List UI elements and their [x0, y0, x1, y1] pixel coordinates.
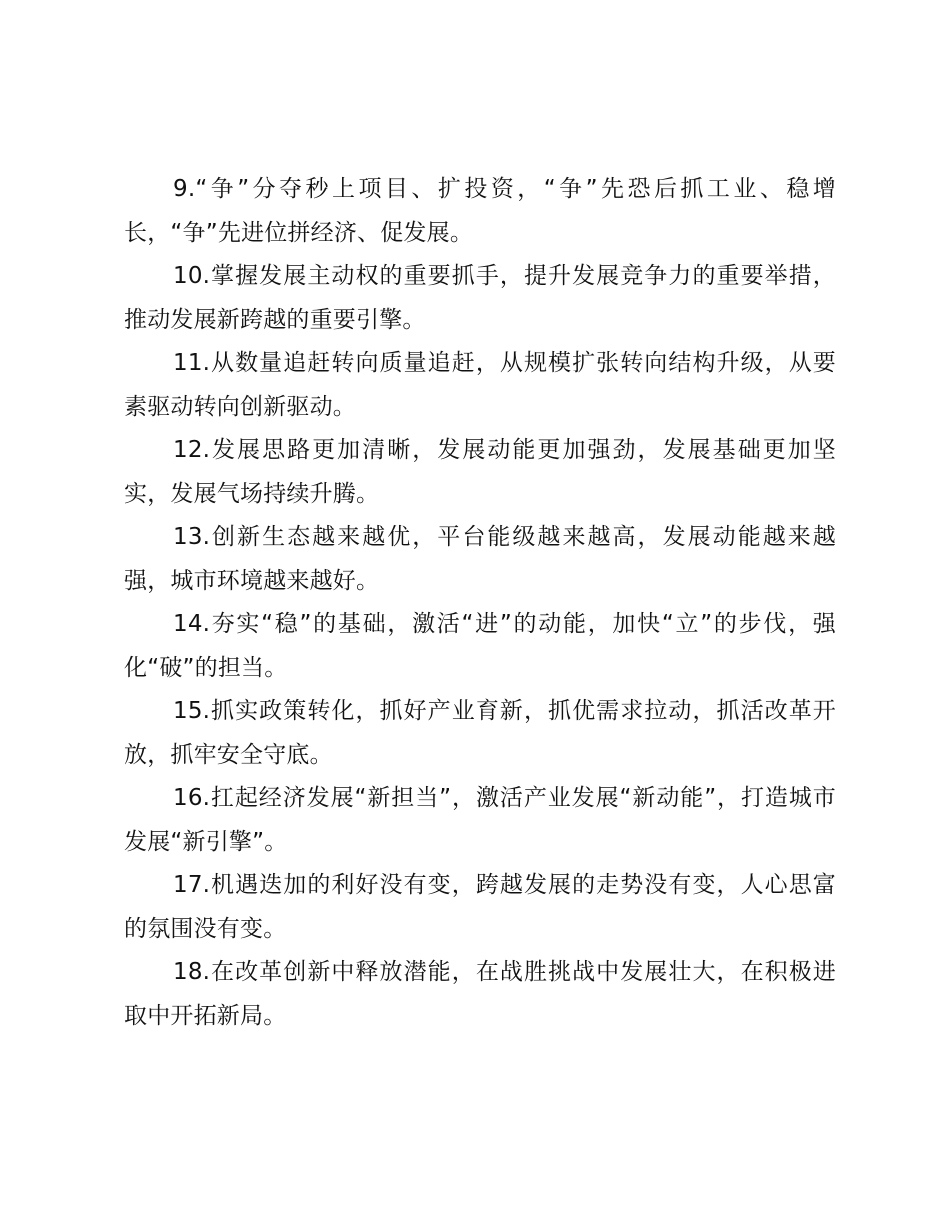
paragraph-15: 15.抓实政策转化，抓好产业育新，抓优需求拉动，抓活改革开放，抓牢安全守底。 [124, 698, 836, 768]
paragraph-14: 14.夯实“稳”的基础，激活“进”的动能，加快“立”的步伐，强化“破”的担当。 [124, 611, 836, 681]
paragraph-10: 10.掌握发展主动权的重要抓手，提升发展竞争力的重要举措，推动发展新跨越的重要引擎。 [124, 263, 836, 333]
paragraph-12: 12.发展思路更加清晰，发展动能更加强劲，发展基础更加坚实，发展气场持续升腾。 [124, 437, 836, 507]
paragraph-18: 18.在改革创新中释放潜能，在战胜挑战中发展壮大，在积极进取中开拓新局。 [124, 959, 836, 1029]
paragraph-11: 11.从数量追赶转向质量追赶，从规模扩张转向结构升级，从要素驱动转向创新驱动。 [124, 350, 836, 420]
paragraph-16: 16.扛起经济发展“新担当”，激活产业发展“新动能”，打造城市发展“新引擎”。 [124, 785, 836, 855]
document-body [124, 168, 836, 1038]
paragraph-13: 13.创新生态越来越优，平台能级越来越高，发展动能越来越强，城市环境越来越好。 [124, 524, 836, 594]
paragraph-17: 17.机遇迭加的利好没有变，跨越发展的走势没有变，人心思富的氛围没有变。 [124, 872, 836, 942]
paragraph-9: 9.“争”分夺秒上项目、扩投资，“争”先恐后抓工业、稳增长，“争”先进位拼经济、促发展。 [124, 176, 836, 246]
